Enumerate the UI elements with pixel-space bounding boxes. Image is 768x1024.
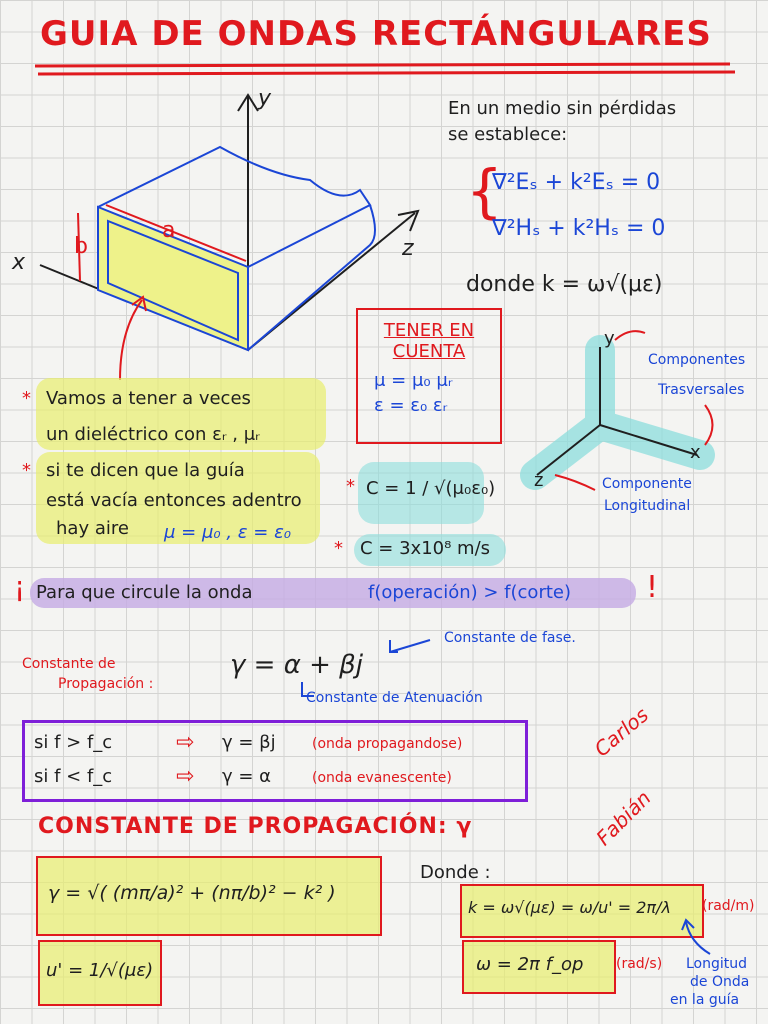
case-1-result: γ = βj (222, 732, 276, 753)
epsilon-relation: ε = ε₀ εᵣ (374, 395, 448, 416)
bullet-c2: * (334, 538, 343, 559)
medium-line2: se establece: (448, 124, 568, 145)
axis-y-label: y (258, 86, 272, 111)
mu-relation: μ = μ₀ μᵣ (374, 370, 453, 391)
longitudinal-label-1: Componente (602, 476, 692, 492)
case-1-note: (onda propagandose) (312, 736, 463, 752)
wavelength-note-2: de Onda (690, 974, 750, 990)
note-air-values: μ = μ₀ , ε = ε₀ (164, 522, 292, 543)
phase-label: Constante de fase. (444, 630, 576, 646)
case-2-arrow: ⇨ (176, 764, 195, 789)
c-value: C = 3x10⁸ m/s (360, 538, 491, 559)
tener-en-cuenta-box (356, 308, 502, 444)
u-formula: u' = 1/√(με) (46, 960, 154, 981)
note-line-3: si te dicen que la guía (46, 460, 245, 481)
omega-unit: (rad/s) (616, 956, 663, 972)
wavelength-arrow (680, 918, 720, 958)
transverse-label-2: Trasversales (658, 382, 745, 398)
medium-line1: En un medio sin pérdidas (448, 98, 677, 119)
exclamation-close: ! (646, 570, 659, 605)
dimension-b-label: b (74, 234, 88, 259)
case-1-condition: si f > f_c (34, 732, 113, 753)
prop-arrows (290, 630, 450, 710)
bullet-2: * (22, 460, 31, 481)
axis-z-label: z (402, 236, 414, 261)
page-title: GUIA DE ONDAS RECTÁNGULARES (40, 14, 712, 54)
k-formula: k = ω√(με) = ω/u' = 2π/λ (468, 898, 671, 917)
axis-x-label: x (12, 250, 26, 275)
circulate-condition: f(operación) > f(corte) (368, 582, 571, 603)
wave-equation-h: ∇²Hₛ + k²Hₛ = 0 (492, 216, 666, 241)
k-definition: donde k = ω√(με) (466, 272, 663, 297)
constante-heading: CONSTANTE DE PROPAGACIÓN: γ (38, 814, 473, 839)
gamma-formula: γ = √( (mπ/a)² + (nπ/b)² − k² ) (48, 882, 336, 904)
circulate-text: Para que circule la onda (36, 582, 253, 603)
wavelength-note-1: Longitud (686, 956, 748, 972)
bullet-c1: * (346, 476, 355, 497)
comp-axis-x: x (690, 442, 701, 463)
case-2-result: γ = α (222, 766, 272, 787)
dimension-a-label: a (162, 218, 176, 243)
note-line-5: hay aire (56, 518, 129, 539)
bullet-1: * (22, 388, 31, 409)
case-2-condition: si f < f_c (34, 766, 113, 787)
title-underline (30, 60, 740, 80)
atten-label: Constante de Atenuación (306, 690, 483, 706)
tener-title-2: CUENTA (392, 341, 466, 362)
note-line-2: un dieléctrico con εᵣ , μᵣ (46, 424, 260, 445)
case-2-note: (onda evanescente) (312, 770, 452, 786)
wavelength-note-3: en la guía (670, 992, 740, 1008)
signature-2: Fabián (591, 785, 656, 851)
prop-label-1: Constante de (22, 656, 116, 672)
note-line-1: Vamos a tener a veces (46, 388, 251, 409)
omega-formula: ω = 2π f_op (476, 954, 584, 975)
comp-axis-z: z (534, 470, 544, 491)
prop-label-2: Propagación : (58, 676, 154, 692)
exclamation-open: ¡ (14, 570, 26, 603)
tener-title-1: TENER EN (383, 320, 475, 341)
k-unit: (rad/m) (702, 898, 755, 914)
wave-equation-e: ∇²Eₛ + k²Eₛ = 0 (492, 170, 661, 195)
comp-axis-y: y (604, 328, 615, 349)
case-1-arrow: ⇨ (176, 730, 195, 755)
signature-1: Carlos (589, 702, 654, 762)
c-formula: C = 1 / √(μ₀ε₀) (366, 478, 496, 499)
equation-brace: { (466, 157, 503, 225)
note-line-4: está vacía entonces adentro (46, 490, 302, 511)
longitudinal-label-2: Longitudinal (604, 498, 691, 514)
transverse-label-1: Componentes (648, 352, 746, 368)
prop-equation: γ = α + βj (230, 650, 363, 680)
donde-label: Donde : (420, 862, 491, 883)
